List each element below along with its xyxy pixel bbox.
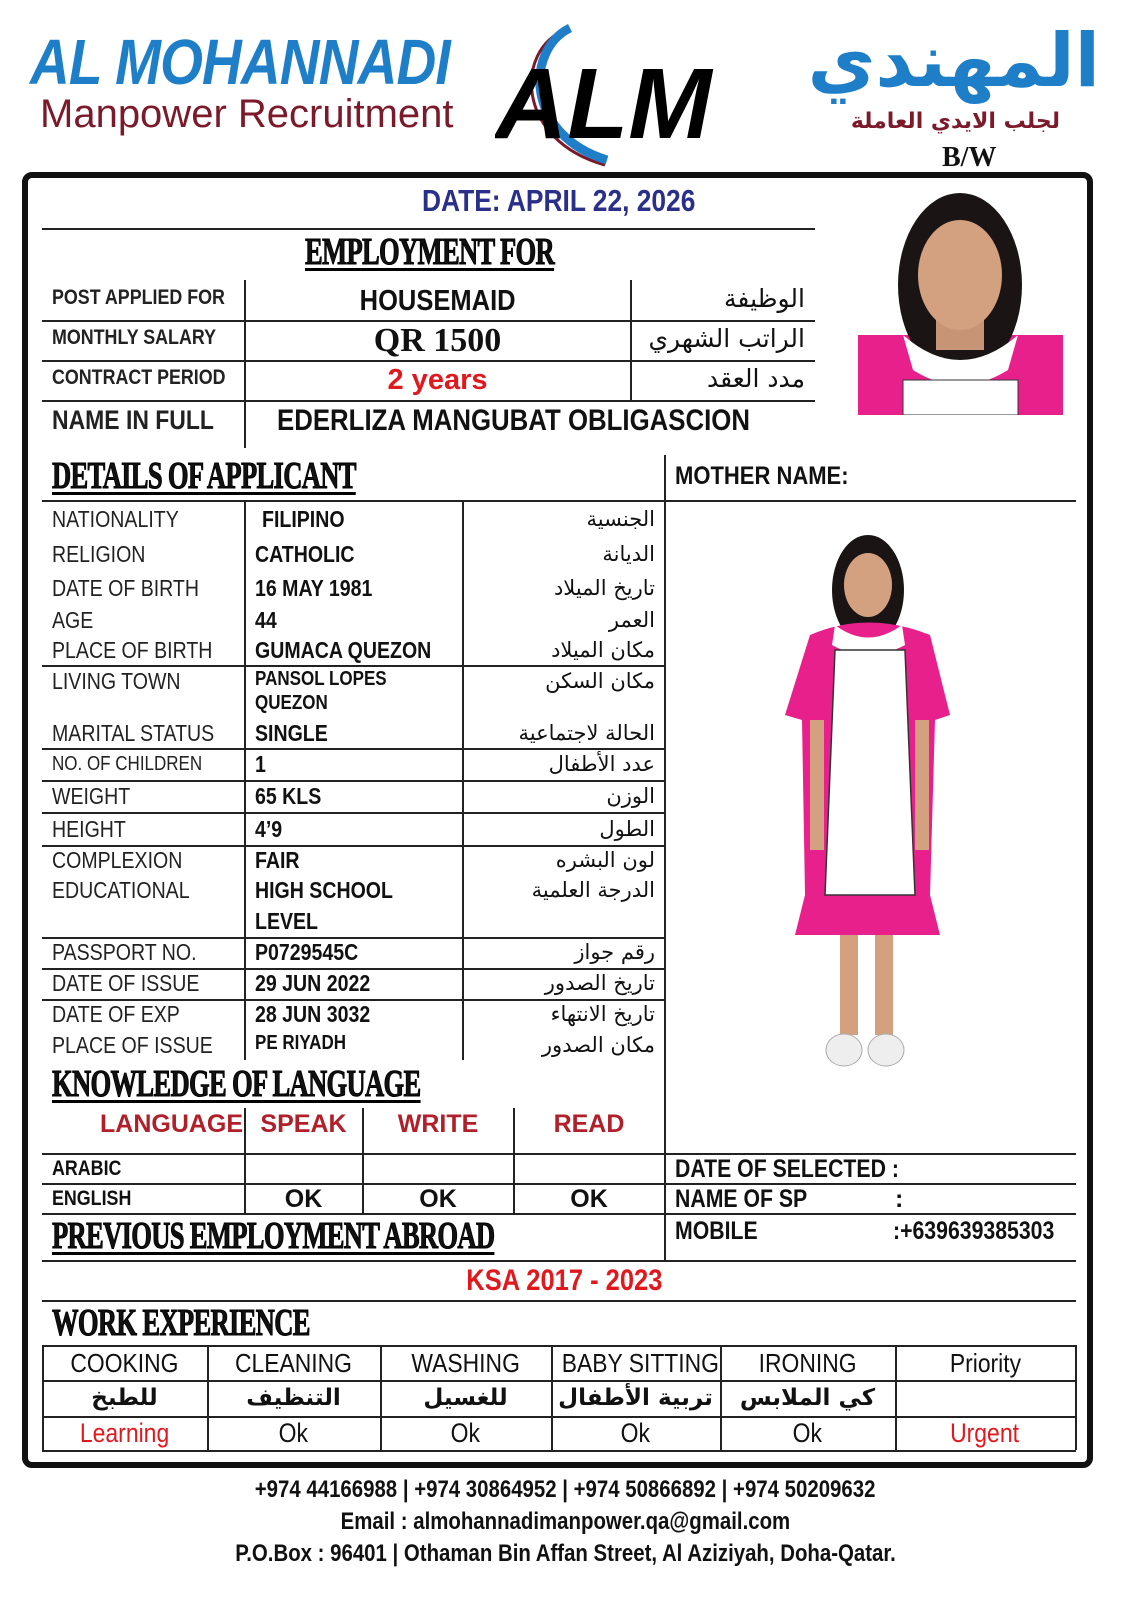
detail-label: RELIGION: [52, 541, 146, 567]
footer-email-text: Email : almohannadimanpower.qa@gmail.com: [340, 1508, 791, 1535]
work-skill-level-text: Learning: [79, 1418, 170, 1448]
mobile-value: :+639639385303: [893, 1217, 1055, 1245]
detail-value: HIGH SCHOOL: [255, 877, 393, 903]
mother-name-label: MOTHER NAME:: [675, 462, 849, 490]
detail-value: LEVEL: [255, 908, 319, 934]
detail-arabic: العمر: [608, 608, 655, 632]
detail-label: PASSPORT NO.: [52, 939, 197, 965]
detail-label: MARITAL STATUS: [52, 720, 215, 746]
detail-arabic: الديانة: [602, 542, 655, 566]
work-skill-name: [720, 1348, 895, 1378]
previous-employment-text: KSA 2017 - 2023: [465, 1264, 663, 1297]
previous-employment-value: [42, 1265, 1076, 1297]
work-skill-level: [551, 1418, 720, 1448]
detail-value: 44: [255, 607, 277, 633]
english-write: OK: [419, 1185, 457, 1213]
detail-label: HEIGHT: [52, 816, 126, 842]
full-name-value: EDERLIZA MANGUBAT OBLIGASCION: [277, 404, 750, 437]
detail-arabic: تاريخ الانتهاء: [550, 1002, 655, 1026]
work-skill-arabic: للطبخ: [91, 1385, 158, 1411]
detail-value: 28 JUN 3032: [255, 1001, 371, 1027]
detail-value: QUEZON: [255, 692, 328, 714]
work-skill-name: [551, 1348, 720, 1378]
brand-subtitle-ar: لجلب الايدي العاملة: [850, 109, 1060, 134]
brand-subtitle: Manpower Recruitment: [40, 92, 454, 136]
work-skill-level-text: Ok: [450, 1418, 481, 1448]
alm-logo: [495, 20, 720, 170]
applicant-portrait-photo: [858, 185, 1063, 415]
work-skill-text: COOKING: [70, 1348, 179, 1378]
brand-name-en: AL MOHANNADI: [30, 26, 450, 98]
detail-value: SINGLE: [255, 720, 328, 746]
detail-label: PLACE OF ISSUE: [52, 1032, 213, 1058]
work-skill-level-text: Ok: [620, 1418, 651, 1448]
work-skill-level-text: Urgent: [950, 1418, 1020, 1448]
post-applied-ar: الوظيفة: [724, 284, 805, 313]
detail-label: COMPLEXION: [52, 847, 183, 873]
code-label: B/W: [942, 142, 997, 173]
detail-label: NATIONALITY: [52, 506, 179, 532]
detail-label: DATE OF EXP: [52, 1001, 180, 1027]
lang-col-read: READ: [553, 1110, 625, 1138]
brand-name-ar: المهندي: [807, 18, 1100, 104]
employment-heading: EMPLOYMENT FOR: [305, 231, 555, 273]
detail-label: DATE OF ISSUE: [52, 970, 200, 996]
detail-value: 16 MAY 1981: [255, 575, 373, 601]
detail-arabic: الوزن: [606, 784, 655, 808]
work-skill-text: BABY SITTING: [561, 1348, 719, 1378]
detail-arabic: الحالة لاجتماعية: [518, 721, 655, 745]
contract-ar: مدد العقد: [707, 364, 805, 393]
post-applied-label: POST APPLIED FOR: [52, 286, 225, 309]
detail-value: 65 KLS: [255, 783, 322, 809]
footer-phones: [0, 1476, 1131, 1504]
work-skill-level: [895, 1418, 1075, 1448]
details-heading: DETAILS OF APPLICANT: [52, 455, 356, 497]
footer-email: [0, 1508, 1131, 1536]
detail-label: EDUCATIONAL: [52, 877, 190, 903]
footer-phones-text: +974 44166988 | +974 30864952 | +974 50866892 | +974 50209632: [255, 1476, 876, 1503]
detail-label: PLACE OF BIRTH: [52, 637, 213, 663]
lang-col-speak: SPEAK: [260, 1110, 347, 1138]
work-skill-name: [895, 1348, 1075, 1378]
detail-value: 4’9: [255, 816, 283, 842]
detail-arabic: الجنسية: [586, 507, 655, 531]
work-skill-text: CLEANING: [235, 1348, 352, 1378]
detail-arabic: الدرجة العلمية: [531, 878, 655, 902]
detail-value: P0729545C: [255, 939, 359, 965]
detail-arabic: تاريخ الميلاد: [553, 576, 655, 600]
detail-arabic: مكان الميلاد: [551, 638, 655, 662]
work-skill-arabic: كي الملابس: [739, 1385, 876, 1411]
detail-label: AGE: [52, 607, 94, 633]
work-skill-name: [380, 1348, 551, 1378]
work-skill-level: [380, 1418, 551, 1448]
work-skill-level: [42, 1418, 207, 1448]
name-sp-label: NAME OF SP: [675, 1185, 808, 1213]
work-skill-text: WASHING: [411, 1348, 520, 1378]
alm-logo-text: ALM: [495, 48, 712, 160]
detail-value: FAIR: [255, 847, 300, 873]
date-line: DATE: APRIL 22, 2026: [422, 183, 696, 218]
detail-arabic: عدد الأطفال: [548, 752, 655, 776]
lang-row-arabic: ARABIC: [52, 1157, 122, 1180]
detail-arabic: الطول: [599, 817, 655, 841]
detail-label: DATE OF BIRTH: [52, 575, 200, 601]
work-skill-text: IRONING: [758, 1348, 857, 1378]
work-skill-level: [720, 1418, 895, 1448]
work-skill-name: [42, 1348, 207, 1378]
date-selected-label: DATE OF SELECTED :: [675, 1155, 899, 1183]
contract-label: CONTRACT PERIOD: [52, 366, 226, 389]
mobile-label: MOBILE: [675, 1217, 758, 1245]
detail-value: 1: [255, 751, 266, 777]
detail-value: PANSOL LOPES: [255, 668, 387, 690]
lang-col-language: LANGUAGE: [100, 1110, 244, 1138]
detail-arabic: لون البشره: [555, 848, 655, 872]
work-skill-arabic: تربية الأطفال: [558, 1385, 713, 1411]
detail-value: 29 JUN 2022: [255, 970, 371, 996]
work-skill-level-text: Ok: [792, 1418, 823, 1448]
work-experience-heading: WORK EXPERIENCE: [52, 1302, 310, 1344]
salary-label: MONTHLY SALARY: [52, 326, 216, 349]
detail-arabic: رقم جواز: [574, 940, 655, 964]
detail-value: FILIPINO: [262, 506, 345, 532]
salary-value: QR 1500: [373, 322, 502, 359]
name-sp-sep: :: [895, 1185, 904, 1213]
detail-label: LIVING TOWN: [52, 668, 181, 694]
language-heading: KNOWLEDGE OF LANGUAGE: [52, 1063, 421, 1105]
applicant-full-body-photo: [780, 535, 960, 1070]
detail-arabic: مكان السكن: [545, 669, 655, 693]
salary-ar: الراتب الشهري: [648, 324, 805, 353]
detail-arabic: تاريخ الصدور: [544, 971, 655, 995]
work-skill-name: [207, 1348, 380, 1378]
work-skill-arabic: للغسيل: [423, 1385, 508, 1411]
lang-row-english: ENGLISH: [52, 1187, 132, 1210]
previous-employment-heading: PREVIOUS EMPLOYMENT ABROAD: [52, 1215, 495, 1257]
detail-arabic: مكان الصدور: [541, 1033, 655, 1057]
detail-value: GUMACA QUEZON: [255, 637, 432, 663]
work-skill-arabic: التنظيف: [246, 1385, 341, 1411]
english-read: OK: [570, 1185, 608, 1213]
detail-value: CATHOLIC: [255, 541, 355, 567]
footer-address-text: P.O.Box : 96401 | Othaman Bin Affan Street, Al Aziziyah, Doha-Qatar.: [235, 1540, 896, 1567]
detail-label: WEIGHT: [52, 783, 131, 809]
lang-col-write: WRITE: [397, 1110, 479, 1138]
post-applied-value: [245, 285, 630, 317]
work-skill-level-text: Ok: [278, 1418, 309, 1448]
work-skill-text: Priority: [949, 1348, 1021, 1378]
work-skill-level: [207, 1418, 380, 1448]
contract-value: 2 years: [387, 364, 488, 396]
detail-label: NO. OF CHILDREN: [52, 753, 203, 775]
post-applied-text: HOUSEMAID: [359, 285, 516, 317]
full-name-label: NAME IN FULL: [52, 405, 214, 435]
english-speak: OK: [284, 1185, 323, 1213]
footer-address: [0, 1540, 1131, 1568]
detail-value: PE RIYADH: [255, 1032, 347, 1054]
